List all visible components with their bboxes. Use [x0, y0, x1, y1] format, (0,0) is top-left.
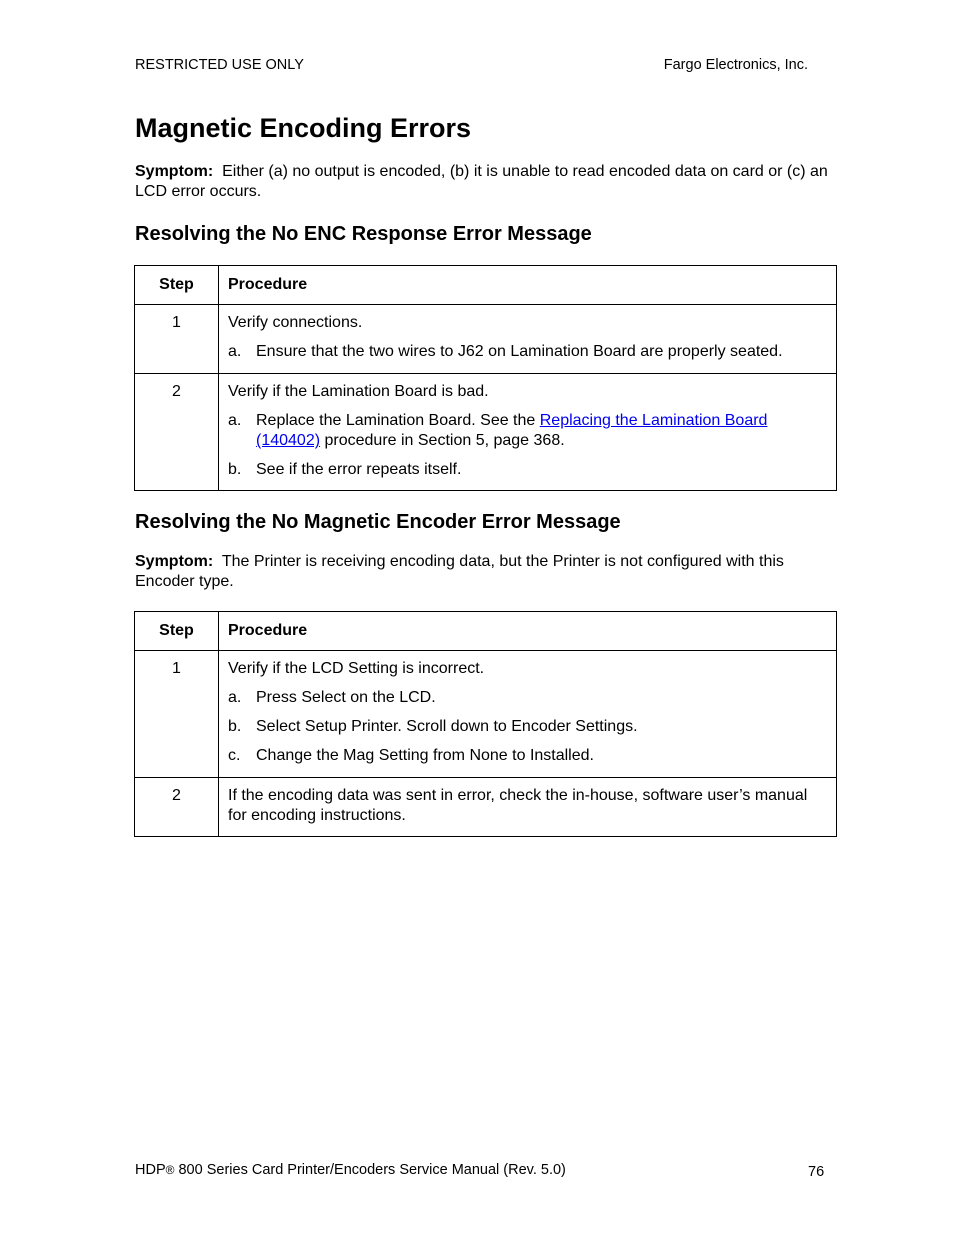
substep-text: See if the error repeats itself.	[256, 461, 462, 478]
footer-manual-title	[135, 1161, 566, 1179]
table-row	[135, 305, 837, 374]
procedure-main-text: Verify if the Lamination Board is bad.	[228, 383, 489, 400]
symptom-label: Symptom:	[135, 553, 214, 570]
column-header-step: Step	[135, 612, 219, 651]
procedure-table-no-magnetic-encoder	[134, 611, 837, 837]
procedure-cell	[219, 374, 837, 491]
header-company-name: Fargo Electronics, Inc.	[663, 57, 808, 73]
column-header-step: Step	[135, 266, 219, 305]
substep-text: Press Select on the LCD.	[256, 689, 436, 706]
step-number: 2	[135, 374, 219, 491]
substep-marker: b.	[228, 461, 242, 478]
header-restricted-label: RESTRICTED USE ONLY	[135, 57, 304, 73]
page-title: Magnetic Encoding Errors	[135, 113, 472, 143]
procedure-substep	[228, 746, 828, 766]
procedure-table-no-enc-response	[134, 265, 837, 491]
section-heading-no-enc-response: Resolving the No ENC Response Error Message	[135, 223, 592, 245]
symptom-text: The Printer is receiving encoding data, but the Printer is not configured with this Encoder type.	[135, 553, 784, 590]
table-row	[135, 778, 837, 837]
column-header-procedure: Procedure	[219, 266, 837, 305]
procedure-substep	[228, 460, 828, 480]
column-header-procedure: Procedure	[219, 612, 837, 651]
procedure-substep	[228, 688, 828, 708]
symptom-paragraph-2	[135, 552, 835, 592]
procedure-main-text: If the encoding data was sent in error, check the in-house, software user’s manual for encoding instructions.	[228, 787, 808, 824]
symptom-text: Either (a) no output is encoded, (b) it is unable to read encoded data on card or (c) an LCD error occurs.	[135, 163, 828, 200]
procedure-cell	[219, 651, 837, 778]
step-number: 2	[135, 778, 219, 837]
procedure-main-text: Verify if the LCD Setting is incorrect.	[228, 660, 485, 677]
substep-text-after-link: procedure in Section 5, page 368.	[320, 432, 565, 449]
step-number: 1	[135, 651, 219, 778]
footer-manual-name: 800 Series Card Printer/Encoders Service Manual (Rev. 5.0)	[174, 1162, 566, 1178]
table-row	[135, 651, 837, 778]
symptom-label: Symptom:	[135, 163, 214, 180]
substep-text: Change the Mag Setting from None to Installed.	[256, 747, 594, 764]
procedure-cell	[219, 305, 837, 374]
procedure-substep	[228, 717, 828, 737]
section-heading-no-magnetic-encoder: Resolving the No Magnetic Encoder Error Message	[135, 511, 621, 533]
registered-trademark-symbol: ®	[165, 1163, 175, 1177]
procedure-substep	[228, 342, 828, 362]
step-number: 1	[135, 305, 219, 374]
substep-marker: b.	[228, 718, 242, 735]
substep-marker: a.	[228, 412, 242, 429]
page-number: 76	[808, 1164, 825, 1180]
table-header-row	[135, 612, 837, 651]
table-header-row	[135, 266, 837, 305]
procedure-substep	[228, 411, 828, 451]
procedure-main-text: Verify connections.	[228, 314, 363, 331]
procedure-cell	[219, 778, 837, 837]
table-row	[135, 374, 837, 491]
substep-marker: a.	[228, 689, 242, 706]
footer-product-name: HDP	[135, 1162, 166, 1178]
substep-marker: a.	[228, 343, 242, 360]
substep-marker: c.	[228, 747, 241, 764]
symptom-paragraph-1	[135, 162, 835, 202]
substep-text-before-link: Replace the Lamination Board. See the	[256, 412, 540, 429]
substep-text: Select Setup Printer. Scroll down to Encoder Settings.	[256, 718, 638, 735]
replacing-lamination-board-link[interactable]: Replacing the Lamination Board (140402)	[256, 412, 768, 449]
substep-text: Ensure that the two wires to J62 on Lamination Board are properly seated.	[256, 343, 783, 360]
